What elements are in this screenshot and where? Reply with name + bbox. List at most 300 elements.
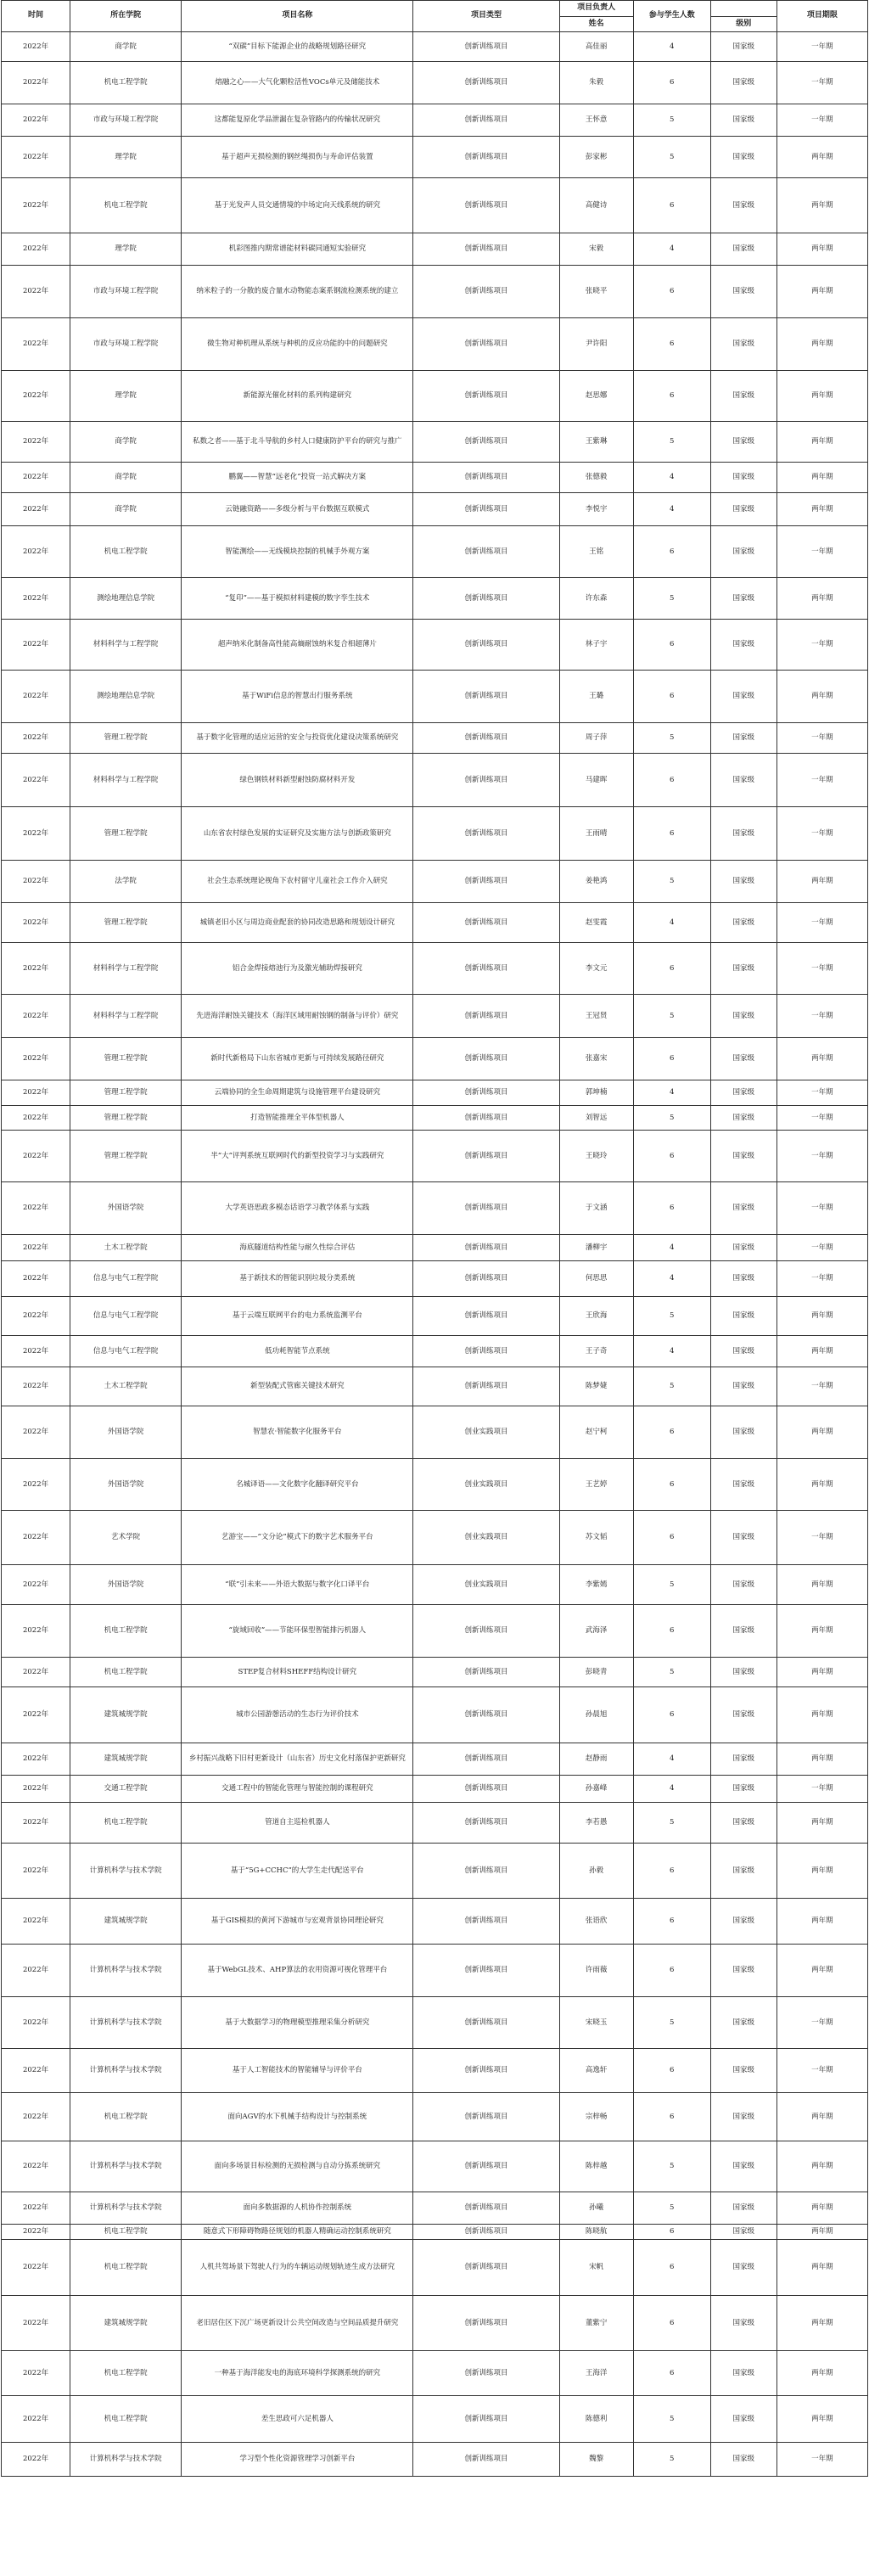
table-row [2,318,868,371]
cell-project-type: 创新训练项目 [413,1605,559,1658]
cell-level: 国家级 [710,1605,776,1658]
cell-member-count: 6 [633,1406,710,1459]
cell-project-type: 创新训练项目 [413,2443,559,2477]
cell-period: 两年期 [776,1803,867,1844]
cell-project-type: 创新训练项目 [413,266,559,318]
table-row [2,807,868,861]
cell-member-count: 6 [633,1459,710,1511]
header-college: 所在学院 [70,1,182,32]
cell-level: 国家级 [710,1131,776,1182]
cell-leader: 陈梓越 [559,2141,633,2192]
cell-project-name: 机彩图推内期常谱能材料碳同通短实验研究 [182,233,413,266]
cell-college: 管理工程学院 [70,1080,182,1106]
cell-leader: 王雨晴 [559,807,633,861]
cell-leader: 刘智远 [559,1106,633,1131]
cell-project-type: 创业实践项目 [413,1406,559,1459]
cell-time: 2022年 [2,2141,70,2192]
cell-project-name: “双碳”目标下能源企业的战略规划路径研究 [182,32,413,62]
cell-project-type: 创新训练项目 [413,32,559,62]
cell-member-count: 6 [633,1182,710,1235]
cell-time: 2022年 [2,1235,70,1261]
cell-level: 国家级 [710,1945,776,1997]
cell-project-type: 创新训练项目 [413,903,559,943]
cell-member-count: 6 [633,671,710,723]
table-row [2,1776,868,1803]
cell-project-name: 社会生态系统理论视角下农村留守儿童社会工作介入研究 [182,861,413,903]
table-row [2,1687,868,1743]
cell-level: 国家级 [710,266,776,318]
cell-project-type: 创新训练项目 [413,2093,559,2141]
cell-project-type: 创新训练项目 [413,943,559,995]
cell-college: 材料科学与工程学院 [70,995,182,1038]
cell-college: 信息与电气工程学院 [70,1297,182,1336]
cell-leader: 朱毅 [559,62,633,104]
cell-leader: 赵思娜 [559,371,633,422]
cell-member-count: 5 [633,422,710,463]
cell-project-name: 半“大”评判系统互联网时代的新型投资学习与实践研究 [182,1131,413,1182]
cell-time: 2022年 [2,2396,70,2443]
cell-leader: 高佳丽 [559,32,633,62]
cell-project-name: 基于数字化管理的适应运营的安全与投资优化建设决策系统研究 [182,723,413,754]
cell-period: 一年期 [776,104,867,137]
cell-time: 2022年 [2,1776,70,1803]
cell-level: 国家级 [710,2093,776,2141]
table-row [2,1459,868,1511]
cell-period: 两年期 [776,1687,867,1743]
cell-member-count: 6 [633,1899,710,1945]
cell-time: 2022年 [2,2225,70,2240]
cell-college: 建筑城规学院 [70,2296,182,2351]
cell-member-count: 4 [633,1743,710,1776]
cell-period: 一年期 [776,1261,867,1297]
cell-project-type: 创业实践项目 [413,1511,559,1565]
cell-time: 2022年 [2,1687,70,1743]
cell-level: 国家级 [710,1565,776,1605]
cell-level: 国家级 [710,1406,776,1459]
cell-project-name: 超声纳米化制备高性能高熵耐蚀纳米复合相超薄片 [182,620,413,671]
cell-time: 2022年 [2,1605,70,1658]
cell-college: 材料科学与工程学院 [70,620,182,671]
cell-period: 一年期 [776,62,867,104]
cell-level: 国家级 [710,137,776,178]
cell-college: 管理工程学院 [70,1038,182,1080]
cell-project-type: 创新训练项目 [413,1182,559,1235]
cell-level: 国家级 [710,578,776,620]
table-row [2,2225,868,2240]
cell-level: 国家级 [710,1080,776,1106]
cell-project-type: 创新训练项目 [413,754,559,807]
header-leader-sub: 姓名 [559,17,633,32]
cell-level: 国家级 [710,1367,776,1406]
cell-project-name: 一种基于海洋能发电的海底环境科学探测系统的研究 [182,2351,413,2396]
cell-member-count: 5 [633,1565,710,1605]
cell-period: 一年期 [776,1367,867,1406]
cell-level: 国家级 [710,2225,776,2240]
cell-level: 国家级 [710,807,776,861]
cell-leader: 李紫嫣 [559,1565,633,1605]
cell-leader: 赵静雨 [559,1743,633,1776]
cell-leader: 武海泽 [559,1605,633,1658]
cell-period: 一年期 [776,1997,867,2049]
table-row [2,2351,868,2396]
table-row [2,943,868,995]
cell-project-name: 城市公园游憩活动的生态行为评价技术 [182,1687,413,1743]
header-level: 级别 [710,17,776,32]
cell-level: 国家级 [710,1261,776,1297]
cell-member-count: 5 [633,995,710,1038]
cell-level: 国家级 [710,2296,776,2351]
cell-period: 两年期 [776,1406,867,1459]
cell-time: 2022年 [2,1899,70,1945]
table-row [2,995,868,1038]
table-row [2,754,868,807]
cell-project-name: 这都能复原化学品泄漏在复杂管路内的传输状况研究 [182,104,413,137]
cell-time: 2022年 [2,671,70,723]
cell-member-count: 6 [633,2225,710,2240]
cell-project-type: 创新训练项目 [413,178,559,233]
cell-project-type: 创业实践项目 [413,1459,559,1511]
cell-project-name: 差生思政可六足机器人 [182,2396,413,2443]
cell-project-type: 创新训练项目 [413,1743,559,1776]
cell-time: 2022年 [2,1459,70,1511]
header-period: 项目期限 [776,1,867,32]
cell-period: 两年期 [776,2192,867,2225]
cell-time: 2022年 [2,1080,70,1106]
cell-level: 国家级 [710,233,776,266]
cell-time: 2022年 [2,1844,70,1899]
cell-project-name: 绿色钢铁材料新型耐蚀防腐材料开发 [182,754,413,807]
cell-level: 国家级 [710,1899,776,1945]
cell-member-count: 5 [633,1803,710,1844]
cell-period: 两年期 [776,266,867,318]
cell-time: 2022年 [2,526,70,578]
cell-project-name: 海底隧道结构性能与耐久性综合评估 [182,1235,413,1261]
cell-period: 两年期 [776,2141,867,2192]
cell-time: 2022年 [2,1743,70,1776]
cell-level: 国家级 [710,104,776,137]
cell-time: 2022年 [2,2296,70,2351]
cell-member-count: 6 [633,318,710,371]
table-row [2,2443,868,2477]
cell-college: 计算机科学与技术学院 [70,2141,182,2192]
cell-leader: 王铭 [559,526,633,578]
cell-time: 2022年 [2,463,70,493]
cell-project-name: “复印”——基于模拟材料建模的数字孪生技术 [182,578,413,620]
cell-member-count: 5 [633,1367,710,1406]
cell-leader: 孙毅 [559,1844,633,1899]
table-row [2,104,868,137]
table-row [2,493,868,526]
cell-college: 管理工程学院 [70,1131,182,1182]
cell-project-name: 基于超声无损检测的钢丝绳损伤与寿命评估装置 [182,137,413,178]
cell-leader: 高健诗 [559,178,633,233]
cell-leader: 王晓玲 [559,1131,633,1182]
cell-project-name: 低功耗智能节点系统 [182,1336,413,1367]
cell-level: 国家级 [710,1336,776,1367]
cell-period: 两年期 [776,371,867,422]
cell-period: 两年期 [776,1038,867,1080]
cell-leader: 郭坤楠 [559,1080,633,1106]
cell-project-type: 创新训练项目 [413,807,559,861]
cell-period: 两年期 [776,2351,867,2396]
cell-leader: 许东森 [559,578,633,620]
cell-time: 2022年 [2,723,70,754]
cell-time: 2022年 [2,2192,70,2225]
cell-project-name: 云端协同的全生命周期建筑与设施管理平台建设研究 [182,1080,413,1106]
cell-college: 外国语学院 [70,1182,182,1235]
cell-project-type: 创新训练项目 [413,2351,559,2396]
table-row [2,1997,868,2049]
cell-leader: 王璐 [559,671,633,723]
cell-leader: 王欣海 [559,1297,633,1336]
cell-leader: 董紫宁 [559,2296,633,2351]
cell-college: 计算机科学与技术学院 [70,2192,182,2225]
cell-leader: 王子奇 [559,1336,633,1367]
cell-project-type: 创新训练项目 [413,2141,559,2192]
cell-college: 市政与环境工程学院 [70,266,182,318]
table-row [2,1945,868,1997]
cell-leader: 王海洋 [559,2351,633,2396]
cell-time: 2022年 [2,137,70,178]
cell-time: 2022年 [2,32,70,62]
cell-member-count: 4 [633,1776,710,1803]
cell-member-count: 6 [633,2049,710,2093]
table-row [2,1080,868,1106]
cell-college: 外国语学院 [70,1459,182,1511]
cell-project-type: 创新训练项目 [413,1080,559,1106]
cell-project-name: 城镇老旧小区与周边商业配套的协同改造思路和规划设计研究 [182,903,413,943]
cell-college: 信息与电气工程学院 [70,1261,182,1297]
cell-period: 一年期 [776,1235,867,1261]
cell-project-name: 交通工程中的智能化管理与智能控制的课程研究 [182,1776,413,1803]
cell-level: 国家级 [710,723,776,754]
cell-college: 商学院 [70,422,182,463]
cell-time: 2022年 [2,903,70,943]
table-row [2,1336,868,1367]
cell-member-count: 5 [633,723,710,754]
cell-period: 两年期 [776,233,867,266]
table-row [2,1297,868,1336]
cell-time: 2022年 [2,1803,70,1844]
cell-project-name: “联”引未来——外语大数据与数字化口译平台 [182,1565,413,1605]
table-row [2,620,868,671]
cell-period: 两年期 [776,1899,867,1945]
table-row [2,137,868,178]
cell-time: 2022年 [2,1261,70,1297]
cell-member-count: 4 [633,1261,710,1297]
cell-project-name: 人机共驾场景下驾驶人行为的车辆运动规划轨迹生成方法研究 [182,2240,413,2296]
cell-project-name: 基于新技术的智能识别垃圾分类系统 [182,1261,413,1297]
cell-college: 商学院 [70,493,182,526]
cell-period: 一年期 [776,1511,867,1565]
cell-college: 机电工程学院 [70,2351,182,2396]
cell-project-type: 创新训练项目 [413,1261,559,1297]
cell-time: 2022年 [2,807,70,861]
cell-time: 2022年 [2,1658,70,1687]
cell-period: 两年期 [776,578,867,620]
header-level-top [710,1,776,17]
cell-period: 两年期 [776,671,867,723]
cell-time: 2022年 [2,943,70,995]
cell-level: 国家级 [710,178,776,233]
cell-project-name: 新型装配式管廊关键技术研究 [182,1367,413,1406]
table-row [2,1038,868,1080]
cell-period: 一年期 [776,526,867,578]
table-row [2,2296,868,2351]
cell-college: 机电工程学院 [70,178,182,233]
cell-project-name: 基于WiFi信息的智慧出行服务系统 [182,671,413,723]
project-table [1,0,868,2477]
table-row [2,723,868,754]
cell-member-count: 5 [633,1658,710,1687]
table-row [2,371,868,422]
cell-college: 计算机科学与技术学院 [70,1844,182,1899]
cell-college: 商学院 [70,32,182,62]
table-row [2,1131,868,1182]
cell-period: 两年期 [776,318,867,371]
cell-level: 国家级 [710,1511,776,1565]
cell-leader: 于文涵 [559,1182,633,1235]
cell-project-name: 熔融之心——大气化颗粒活性VOCs单元及储能技术 [182,62,413,104]
cell-leader: 李悦宇 [559,493,633,526]
cell-college: 机电工程学院 [70,526,182,578]
cell-project-name: 艺游宝——“文分论”模式下的数字艺术服务平台 [182,1511,413,1565]
cell-leader: 张晓平 [559,266,633,318]
cell-period: 两年期 [776,178,867,233]
table-row [2,422,868,463]
cell-level: 国家级 [710,526,776,578]
cell-level: 国家级 [710,1658,776,1687]
cell-project-type: 创新训练项目 [413,995,559,1038]
cell-project-type: 创新训练项目 [413,318,559,371]
cell-project-name: 打造智能推理全平体型机器人 [182,1106,413,1131]
cell-level: 国家级 [710,1997,776,2049]
cell-level: 国家级 [710,2443,776,2477]
cell-member-count: 4 [633,463,710,493]
cell-level: 国家级 [710,493,776,526]
table-row [2,1367,868,1406]
cell-leader: 李文元 [559,943,633,995]
cell-project-type: 创新训练项目 [413,1997,559,2049]
cell-college: 法学院 [70,861,182,903]
cell-level: 国家级 [710,422,776,463]
cell-member-count: 6 [633,266,710,318]
cell-level: 国家级 [710,754,776,807]
cell-member-count: 4 [633,493,710,526]
cell-project-name: “旋域回收”——节能环保型智能排污机器人 [182,1605,413,1658]
cell-leader: 王怀意 [559,104,633,137]
cell-project-name: 微生物对种机理从系统与种机的反应功能的中的问题研究 [182,318,413,371]
cell-level: 国家级 [710,1776,776,1803]
cell-college: 机电工程学院 [70,62,182,104]
table-row [2,32,868,62]
cell-member-count: 5 [633,1297,710,1336]
table-row [2,1406,868,1459]
cell-member-count: 4 [633,1336,710,1367]
cell-project-type: 创新训练项目 [413,1899,559,1945]
cell-leader: 何思思 [559,1261,633,1297]
cell-time: 2022年 [2,861,70,903]
cell-period: 一年期 [776,903,867,943]
cell-member-count: 6 [633,1131,710,1182]
cell-level: 国家级 [710,1459,776,1511]
cell-level: 国家级 [710,1687,776,1743]
cell-leader: 彭晓青 [559,1658,633,1687]
cell-time: 2022年 [2,371,70,422]
cell-leader: 张语欣 [559,1899,633,1945]
cell-member-count: 6 [633,807,710,861]
cell-member-count: 6 [633,526,710,578]
cell-period: 两年期 [776,1844,867,1899]
cell-project-type: 创新训练项目 [413,1658,559,1687]
cell-level: 国家级 [710,1038,776,1080]
cell-member-count: 6 [633,2296,710,2351]
cell-college: 理学院 [70,137,182,178]
cell-project-type: 创新训练项目 [413,422,559,463]
table-row [2,1743,868,1776]
cell-project-name: 基于云端互联网平台的电力系统监测平台 [182,1297,413,1336]
cell-period: 两年期 [776,1743,867,1776]
cell-leader: 陈晓航 [559,2225,633,2240]
cell-project-name: 基于光发声人员交通情境的中场定向天线系统的研究 [182,178,413,233]
cell-college: 商学院 [70,463,182,493]
cell-college: 机电工程学院 [70,2093,182,2141]
table-row [2,1182,868,1235]
cell-project-type: 创新训练项目 [413,1297,559,1336]
cell-project-type: 创新训练项目 [413,2225,559,2240]
cell-level: 国家级 [710,861,776,903]
header-project-name: 项目名称 [182,1,413,32]
table-row [2,1658,868,1687]
cell-college: 艺术学院 [70,1511,182,1565]
cell-period: 一年期 [776,1106,867,1131]
cell-period: 两年期 [776,2396,867,2443]
cell-time: 2022年 [2,318,70,371]
cell-level: 国家级 [710,371,776,422]
cell-level: 国家级 [710,620,776,671]
cell-project-name: 名城译语——文化数字化翻译研究平台 [182,1459,413,1511]
cell-leader: 苏文韬 [559,1511,633,1565]
cell-project-name: 智能测绘——无线模块控制的机械手外观方案 [182,526,413,578]
cell-level: 国家级 [710,1743,776,1776]
table-row [2,861,868,903]
cell-member-count: 6 [633,2351,710,2396]
cell-college: 市政与环境工程学院 [70,104,182,137]
cell-period: 一年期 [776,723,867,754]
cell-member-count: 6 [633,1605,710,1658]
cell-college: 外国语学院 [70,1406,182,1459]
cell-level: 国家级 [710,32,776,62]
table-row [2,2093,868,2141]
cell-level: 国家级 [710,1844,776,1899]
cell-project-type: 创新训练项目 [413,1131,559,1182]
table-row [2,2049,868,2093]
cell-project-name: 基于WebGL技术、AHP算法的农用资源可视化管理平台 [182,1945,413,1997]
table-row [2,671,868,723]
cell-time: 2022年 [2,2351,70,2396]
cell-level: 国家级 [710,671,776,723]
cell-member-count: 6 [633,1038,710,1080]
cell-time: 2022年 [2,754,70,807]
cell-project-name: 老旧居住区下沉广场更新设计公共空间改造与空间品质提升研究 [182,2296,413,2351]
cell-time: 2022年 [2,1997,70,2049]
cell-time: 2022年 [2,493,70,526]
cell-period: 一年期 [776,995,867,1038]
cell-period: 一年期 [776,2049,867,2093]
cell-project-name: 纳米粒子的一分散的废合量水动物能态案系钢流检测系统的建立 [182,266,413,318]
cell-college: 市政与环境工程学院 [70,318,182,371]
cell-period: 两年期 [776,2093,867,2141]
